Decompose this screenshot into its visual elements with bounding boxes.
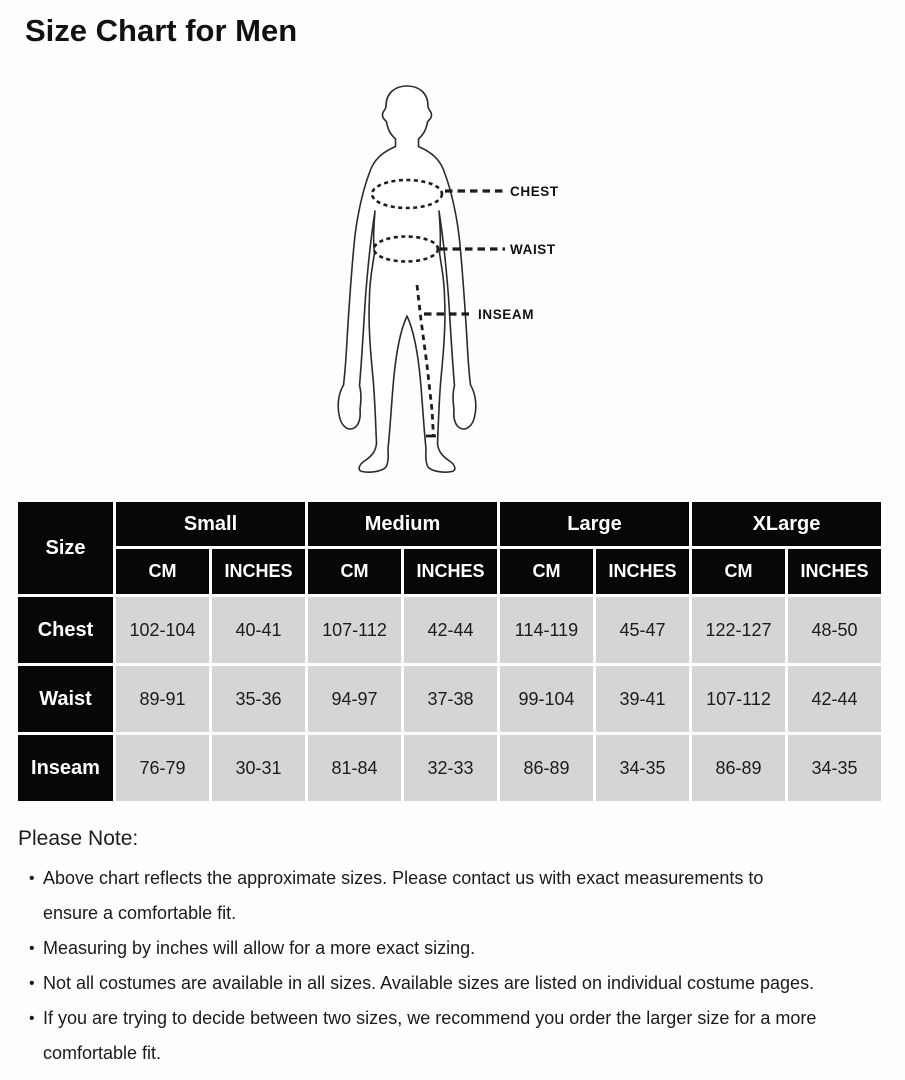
- size-group-header-large: Large: [500, 502, 689, 546]
- size-value-cell: 42-44: [404, 597, 497, 663]
- size-value-cell: 37-38: [404, 666, 497, 732]
- row-label-inseam: Inseam: [18, 735, 113, 801]
- size-value-cell: 94-97: [308, 666, 401, 732]
- page-title: Size Chart for Men: [25, 13, 298, 48]
- table-row-inseam: [18, 735, 881, 801]
- size-value-cell: 35-36: [212, 666, 305, 732]
- waist-label: WAIST: [510, 242, 556, 257]
- size-value-cell: 86-89: [500, 735, 593, 801]
- size-group-header-medium: Medium: [308, 502, 497, 546]
- note-item: [18, 861, 887, 931]
- chest-label: CHEST: [510, 184, 559, 199]
- size-value-cell: 76-79: [116, 735, 209, 801]
- size-value-cell: 48-50: [788, 597, 881, 663]
- size-value-cell: 122-127: [692, 597, 785, 663]
- unit-header-inches: INCHES: [212, 549, 305, 594]
- size-value-cell: 86-89: [692, 735, 785, 801]
- notes-heading: Please Note:: [18, 827, 139, 850]
- size-value-cell: 45-47: [596, 597, 689, 663]
- unit-header-inches: INCHES: [596, 549, 689, 594]
- unit-header-inches: INCHES: [788, 549, 881, 594]
- note-item: [18, 931, 887, 966]
- size-value-cell: 107-112: [692, 666, 785, 732]
- note-text: Measuring by inches will allow for a more exact sizing.: [43, 938, 476, 958]
- note-text: If you are trying to decide between two sizes, we recommend you order the larger size for a more: [43, 1008, 817, 1028]
- unit-header-cm: CM: [500, 549, 593, 594]
- note-item: [18, 1001, 887, 1071]
- size-value-cell: 102-104: [116, 597, 209, 663]
- note-list: [18, 861, 887, 1071]
- body-outline: [338, 86, 476, 472]
- unit-header-cm: CM: [116, 549, 209, 594]
- body-measurement-diagram: [0, 82, 905, 482]
- unit-header-inches: INCHES: [404, 549, 497, 594]
- size-value-cell: 99-104: [500, 666, 593, 732]
- inseam-label: INSEAM: [478, 307, 535, 322]
- note-text: ensure a comfortable fit.: [43, 903, 237, 923]
- body-figure-svg: [330, 82, 580, 482]
- bullet-marker: •: [29, 870, 35, 887]
- size-corner-header: Size: [18, 502, 113, 594]
- size-value-cell: 32-33: [404, 735, 497, 801]
- note-text: Above chart reflects the approximate sizes. Please contact us with exact measurements to: [43, 868, 764, 888]
- size-table: [15, 499, 884, 804]
- size-value-cell: 42-44: [788, 666, 881, 732]
- notes-section: [18, 827, 887, 1071]
- size-value-cell: 81-84: [308, 735, 401, 801]
- size-value-cell: 114-119: [500, 597, 593, 663]
- bullet-marker: •: [29, 975, 35, 992]
- bullet-marker: •: [29, 1010, 35, 1027]
- table-row-chest: [18, 597, 881, 663]
- note-item: [18, 966, 887, 1001]
- unit-header-cm: CM: [692, 549, 785, 594]
- bullet-marker: •: [29, 940, 35, 957]
- size-group-header-small: Small: [116, 502, 305, 546]
- note-text: comfortable fit.: [43, 1043, 162, 1063]
- size-group-header-xlarge: XLarge: [692, 502, 881, 546]
- unit-header-cm: CM: [308, 549, 401, 594]
- row-label-waist: Waist: [18, 666, 113, 732]
- size-value-cell: 40-41: [212, 597, 305, 663]
- size-value-cell: 39-41: [596, 666, 689, 732]
- size-value-cell: 34-35: [596, 735, 689, 801]
- row-label-chest: Chest: [18, 597, 113, 663]
- size-value-cell: 89-91: [116, 666, 209, 732]
- size-value-cell: 34-35: [788, 735, 881, 801]
- note-text: Not all costumes are available in all sizes. Available sizes are listed on individual costume pages.: [43, 973, 815, 993]
- table-row-waist: [18, 666, 881, 732]
- size-value-cell: 30-31: [212, 735, 305, 801]
- size-value-cell: 107-112: [308, 597, 401, 663]
